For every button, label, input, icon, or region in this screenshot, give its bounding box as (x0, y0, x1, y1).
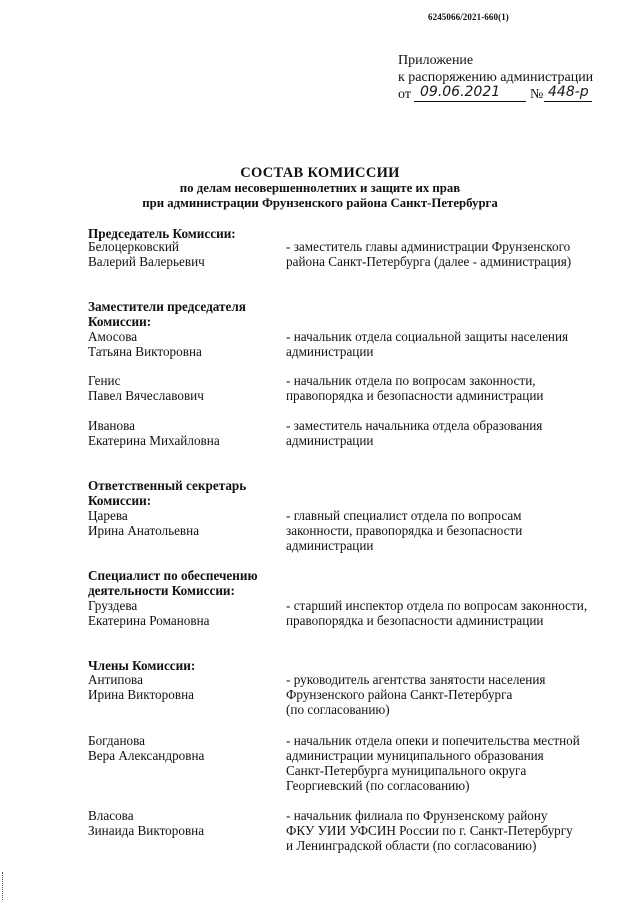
section-chair: Председатель Комиссии: (88, 226, 236, 241)
role-line: законности, правопорядка и безопасности (286, 523, 523, 538)
number-label: № (530, 87, 544, 102)
number-underline (544, 101, 592, 102)
given-names: Ирина Викторовна (88, 687, 194, 702)
role-line: администрации муниципального образования (286, 748, 544, 763)
section-line: Комиссии: (88, 314, 152, 329)
surname: Белоцерковский (88, 239, 179, 254)
role-line: района Санкт-Петербурга (далее - администрация) (286, 254, 572, 269)
given-names: Ирина Анатольевна (88, 523, 200, 538)
role-line: (по согласованию) (286, 702, 390, 717)
role-line: - начальник отдела опеки и попечительства местной (286, 733, 580, 748)
given-names: Екатерина Романовна (88, 613, 210, 628)
surname: Генис (88, 373, 121, 388)
role-line: правопорядка и безопасности администрации (286, 388, 544, 403)
date-underline (414, 101, 526, 102)
surname: Груздева (88, 598, 138, 613)
appendix-date-number-row (398, 86, 628, 104)
given-names: Екатерина Михайловна (88, 433, 220, 448)
section-line: деятельности Комиссии: (88, 583, 235, 598)
person-name (88, 733, 278, 763)
role-line: правопорядка и безопасности администрации (286, 613, 544, 628)
person-name (88, 373, 278, 403)
section-secretary (88, 478, 278, 508)
role-line: ФКУ УИИ УФСИН России по г. Санкт-Петербургу (286, 823, 573, 838)
role-line: - заместитель главы администрации Фрунзенского (286, 239, 571, 254)
person-name (88, 672, 278, 702)
person-role (286, 329, 588, 359)
person-name (88, 508, 278, 538)
person-role (286, 598, 588, 628)
role-line: - начальник филиала по Фрунзенскому району (286, 808, 548, 823)
role-line: - главный специалист отдела по вопросам (286, 508, 522, 523)
given-names: Татьяна Викторовна (88, 344, 202, 359)
role-line: администрации (286, 344, 374, 359)
appendix-block (398, 52, 628, 104)
surname: Власова (88, 808, 134, 823)
appendix-line-1: Приложение (398, 53, 474, 68)
document-title: СОСТАВ КОМИССИИ (240, 165, 400, 181)
given-names: Зинаида Викторовна (88, 823, 205, 838)
appendix-line-2: к распоряжению администрации (398, 70, 594, 85)
surname: Богданова (88, 733, 146, 748)
role-line: администрации (286, 433, 374, 448)
document-subtitle-1: по делам несовершеннолетних и защите их прав (179, 181, 461, 195)
person-role (286, 808, 588, 853)
given-names: Вера Александровна (88, 748, 205, 763)
person-name (88, 598, 278, 628)
role-line: Георгиевский (по согласованию) (286, 778, 470, 793)
handwritten-date: 09.06.2021 (420, 84, 501, 100)
person-name (88, 329, 278, 359)
person-role (286, 508, 588, 553)
person-name (88, 239, 278, 269)
person-role (286, 373, 588, 403)
section-deputies (88, 299, 278, 329)
document-subtitle-2: при администрации Фрунзенского района Санкт-Петербурга (142, 196, 498, 210)
surname: Царева (88, 508, 128, 523)
surname: Амосова (88, 329, 138, 344)
section-line: Заместители председателя (88, 299, 246, 314)
given-names: Павел Вячеславович (88, 388, 204, 403)
role-line: - начальник отдела по вопросам законности, (286, 373, 536, 388)
person-role (286, 672, 588, 717)
section-line: Ответственный секретарь (88, 478, 247, 493)
person-name (88, 418, 278, 448)
document-number: 6245066/2021-660(1) (428, 12, 509, 22)
surname: Антипова (88, 672, 143, 687)
given-names: Валерий Валерьевич (88, 254, 205, 269)
section-line: Комиссии: (88, 493, 152, 508)
section-line: Специалист по обеспечению (88, 568, 258, 583)
section-specialist (88, 568, 278, 598)
role-line: - старший инспектор отдела по вопросам законности, (286, 598, 588, 613)
surname: Иванова (88, 418, 135, 433)
role-line: - начальник отдела социальной защиты населения (286, 329, 569, 344)
from-label: от (398, 87, 411, 102)
handwritten-number: 448-р (548, 84, 589, 100)
person-role (286, 733, 588, 793)
role-line: Фрунзенского района Санкт-Петербурга (286, 687, 513, 702)
person-name (88, 808, 278, 838)
role-line: Санкт-Петербурга муниципального округа (286, 763, 527, 778)
section-members: Члены Комиссии: (88, 658, 196, 673)
role-line: и Ленинградской области (по согласованию) (286, 838, 537, 853)
role-line: - руководитель агентства занятости населения (286, 672, 546, 687)
role-line: администрации (286, 538, 374, 553)
person-role (286, 418, 588, 448)
person-role (286, 239, 588, 269)
role-line: - заместитель начальника отдела образования (286, 418, 543, 433)
scan-margin-marks (2, 872, 5, 900)
